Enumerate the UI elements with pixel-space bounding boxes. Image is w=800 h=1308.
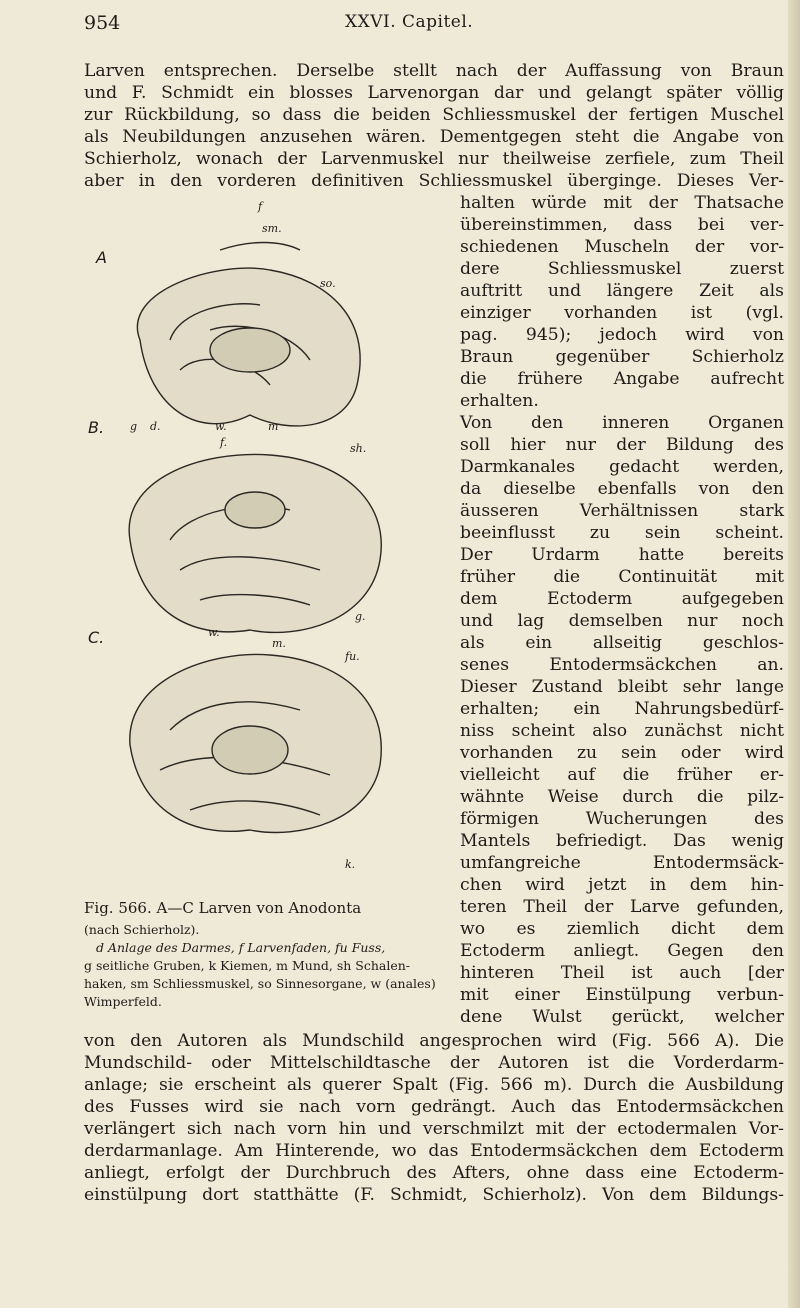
- right-column-line: erhalten.: [460, 391, 539, 411]
- right-column-line: erhalten; ein Nahrungsbedürf-: [460, 699, 784, 719]
- right-column-line: Der Urdarm hatte bereits: [460, 545, 784, 565]
- figure-caption-line: Wimperfeld.: [84, 994, 162, 1009]
- right-column-line: mit einer Einstülpung verbun-: [460, 985, 784, 1005]
- larva-a-drawing: [137, 243, 360, 426]
- body-line: anlage; sie erscheint als querer Spalt (Fig. 566 m). Durch die Ausbildung: [84, 1075, 784, 1095]
- larva-c-drawing: [130, 654, 381, 832]
- label-g-b: g: [130, 420, 138, 433]
- body-line: von den Autoren als Mundschild angesprochen wird (Fig. 566 A). Die: [84, 1031, 784, 1051]
- figure-caption-line: (nach Schierholz).: [84, 922, 200, 937]
- body-line: Mundschild- oder Mittelschildtasche der Autoren ist die Vorderdarm-: [84, 1053, 784, 1073]
- label-f: f: [258, 200, 263, 213]
- figure-caption-line: haken, sm Schliessmuskel, so Sinnesorgane, w (anales): [84, 976, 436, 991]
- right-column-line: wo es ziemlich dicht dem: [460, 919, 784, 939]
- body-line: zur Rückbildung, so dass die beiden Schliessmuskel der fertigen Muschel: [84, 105, 784, 125]
- right-column-line: chen wird jetzt in dem hin-: [460, 875, 784, 895]
- body-line: anliegt, erfolgt der Durchbruch des Afters, ohne dass eine Ectoderm-: [84, 1163, 784, 1183]
- body-line: als Neubildungen anzusehen wären. Dementgegen steht die Angabe von: [84, 127, 784, 147]
- right-column-line: als ein allseitig geschlos-: [460, 633, 784, 653]
- figure-caption-title: Fig. 566. A—C Larven von Anodonta: [84, 899, 362, 917]
- right-column-line: die frühere Angabe aufrecht: [460, 369, 784, 389]
- right-column-line: umfangreiche Entodermsäck-: [460, 853, 784, 873]
- figure-label-c: C.: [88, 628, 105, 647]
- right-column-line: schiedenen Muscheln der vor-: [460, 237, 784, 257]
- right-column-line: Darmkanales gedacht werden,: [460, 457, 784, 477]
- right-column-line: einziger vorhanden ist (vgl.: [460, 303, 784, 323]
- right-column-line: beeinflusst zu sein scheint.: [460, 523, 784, 543]
- label-w-b: w.: [215, 420, 227, 433]
- body-line: des Fusses wird sie nach vorn gedrängt. Auch das Entodermsäckchen: [84, 1097, 784, 1117]
- label-so: so.: [320, 277, 336, 290]
- page-number: 954: [84, 12, 121, 34]
- label-m-b: m: [268, 420, 279, 433]
- right-column-line: hinteren Theil ist auch [der: [460, 963, 784, 983]
- body-line: derdarmanlage. Am Hinterende, wo das Entodermsäckchen dem Ectoderm: [84, 1141, 784, 1161]
- right-column-line: dere Schliessmuskel zuerst: [460, 259, 784, 279]
- body-line: einstülpung dort statthätte (F. Schmidt, Schierholz). Von dem Bildungs-: [84, 1185, 784, 1205]
- body-line: Schierholz, wonach der Larvenmuskel nur theilweise zerfiele, zum Theil: [84, 149, 784, 169]
- right-column-line: dene Wulst gerückt, welcher: [460, 1007, 784, 1027]
- body-line: verlängert sich nach vorn hin und verschmilzt mit der ectodermalen Vor-: [84, 1119, 784, 1139]
- right-column-line: Mantels befriedigt. Das wenig: [460, 831, 784, 851]
- right-column-line: da dieselbe ebenfalls von den: [460, 479, 784, 499]
- larva-figure: [100, 210, 460, 900]
- right-column-line: übereinstimmen, dass bei ver-: [460, 215, 784, 235]
- right-column-line: niss scheint also zunächst nicht: [460, 721, 784, 741]
- body-line: Larven entsprechen. Derselbe stellt nach der Auffassung von Braun: [84, 61, 784, 81]
- figure-label-a: A: [96, 248, 107, 267]
- label-m-c: m.: [272, 637, 286, 650]
- right-column-line: förmigen Wucherungen des: [460, 809, 784, 829]
- right-column-line: äusseren Verhältnissen stark: [460, 501, 784, 521]
- right-column-line: halten würde mit der Thatsache: [460, 193, 784, 213]
- label-sm: sm.: [262, 222, 282, 235]
- label-fu: fu.: [345, 650, 360, 663]
- label-k: k.: [345, 858, 356, 871]
- right-column-line: Braun gegenüber Schierholz: [460, 347, 784, 367]
- right-column-line: Von den inneren Organen: [460, 413, 784, 433]
- larva-b-drawing: [129, 454, 381, 632]
- body-line: aber in den vorderen definitiven Schliessmuskel überginge. Dieses Ver-: [84, 171, 784, 191]
- figure-caption-line: d Anlage des Darmes, f Larvenfaden, fu Fuss,: [96, 940, 386, 955]
- body-line: und F. Schmidt ein blosses Larvenorgan dar und gelangt später völlig: [84, 83, 784, 103]
- right-column-line: soll hier nur der Bildung des: [460, 435, 784, 455]
- right-column-line: früher die Continuität mit: [460, 567, 784, 587]
- label-sh: sh.: [350, 442, 367, 455]
- figure-label-b: B.: [88, 418, 105, 437]
- right-column-line: Ectoderm anliegt. Gegen den: [460, 941, 784, 961]
- label-f-b: f.: [220, 436, 228, 449]
- page-edge: [788, 0, 800, 1308]
- label-w-c: w.: [208, 626, 220, 639]
- right-column-line: senes Entodermsäckchen an.: [460, 655, 784, 675]
- right-column-line: wähnte Weise durch die pilz-: [460, 787, 784, 807]
- right-column-line: vielleicht auf die früher er-: [460, 765, 784, 785]
- right-column-line: und lag demselben nur noch: [460, 611, 784, 631]
- label-g-c: g.: [355, 610, 366, 623]
- right-column-line: pag. 945); jedoch wird von: [460, 325, 784, 345]
- right-column-line: auftritt und längere Zeit als: [460, 281, 784, 301]
- right-column-line: dem Ectoderm aufgegeben: [460, 589, 784, 609]
- right-column-line: vorhanden zu sein oder wird: [460, 743, 784, 763]
- figure-caption-line: g seitliche Gruben, k Kiemen, m Mund, sh Schalen-: [84, 958, 411, 973]
- running-head: XXVI. Capitel.: [345, 12, 474, 32]
- label-d-b: d.: [150, 420, 161, 433]
- right-column-line: Dieser Zustand bleibt sehr lange: [460, 677, 784, 697]
- right-column-line: teren Theil der Larve gefunden,: [460, 897, 784, 917]
